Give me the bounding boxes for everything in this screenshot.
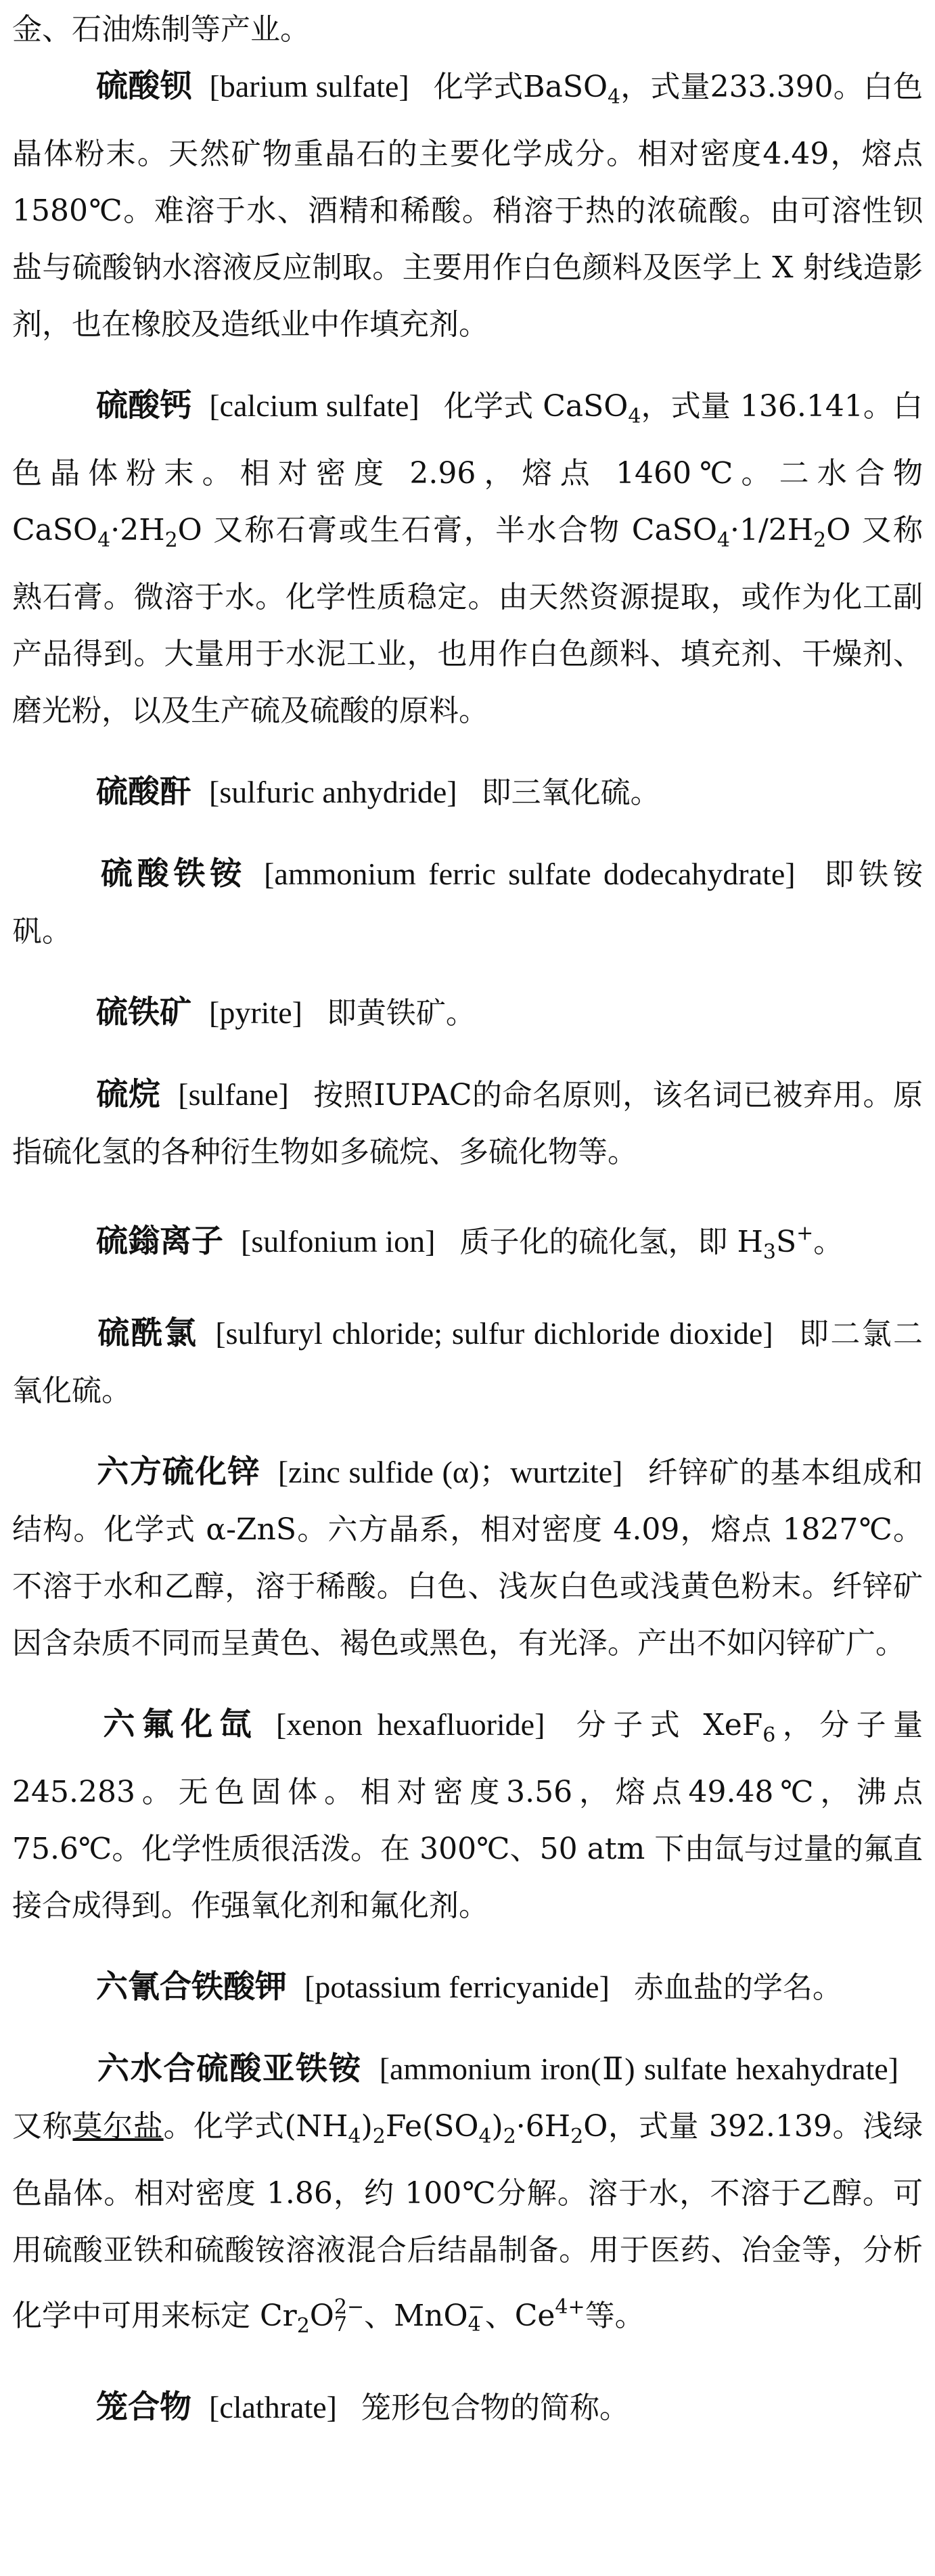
entry-definition	[12, 2109, 923, 2338]
definition-text: )	[491, 2109, 503, 2144]
definition-text: 即二氯二氧化硫。	[12, 1317, 923, 1408]
definition-text: 即黄铁矿。	[326, 996, 476, 1031]
entry-english-name: [zinc sulfide (α)；wurtzite]	[277, 1455, 623, 1489]
entry-english-name: [barium sulfate]	[209, 69, 409, 104]
subscript: 6	[762, 1723, 776, 1747]
definition-text: 质子化的硫化氢，即 H	[459, 1225, 763, 1259]
entry-term: 笼合物	[96, 2389, 191, 2426]
entry-english-name: [clathrate]	[209, 2390, 337, 2424]
entry-definition	[327, 996, 476, 1031]
entry-english-name: [sulfane]	[178, 1077, 289, 1112]
definition-text: )	[361, 2109, 373, 2144]
entry-english-name: [potassium ferricyanide]	[304, 1970, 610, 2004]
dictionary-entry	[12, 1959, 923, 2016]
charge-subscript: 4	[468, 2313, 481, 2336]
cross-reference: 莫尔盐	[72, 2109, 164, 2144]
entry-english-name: [xenon hexafluoride]	[276, 1707, 545, 1742]
definition-text: O	[309, 2299, 334, 2333]
definition-text: 赤血盐的学名。	[633, 1970, 842, 2005]
entry-english-name: [calcium sulfate]	[209, 388, 419, 423]
entry-english-name: [pyrite]	[209, 995, 302, 1030]
entry-definition	[12, 389, 923, 728]
subscript: 4	[716, 528, 730, 552]
subscript: 2	[813, 528, 827, 552]
definition-text: 等。	[585, 2299, 645, 2333]
subscript: 4	[97, 528, 111, 552]
continued-text: 金、石油炼制等产业。	[12, 12, 310, 47]
dictionary-entry	[12, 1305, 923, 1420]
subscript: 4	[608, 85, 621, 109]
definition-text: 化学式BaSO	[433, 70, 608, 104]
dictionary-entry	[12, 846, 923, 960]
entry-definition	[12, 70, 923, 342]
definition-text: 笼形包合物的简称。	[361, 2391, 629, 2425]
dictionary-entry	[12, 985, 923, 1042]
entry-term: 硫烷	[96, 1076, 161, 1113]
definition-text: 分子式 XeF	[569, 1708, 763, 1742]
definition-text: 。	[813, 1225, 844, 1259]
entry-term: 硫酸钡	[96, 68, 192, 105]
superscript: 4+	[555, 2295, 585, 2319]
dictionary-entry	[12, 378, 923, 740]
definition-text: ，式量 136.141。白色晶体粉末。相对密度 2.96，熔点 1460℃。二水合物 CaSO	[12, 389, 923, 547]
subscript: 4	[628, 405, 641, 428]
definition-text: ·6H	[516, 2109, 571, 2144]
entry-term: 六氰合铁酸钾	[96, 1968, 287, 2006]
entry-term: 硫酸铁铵	[96, 855, 247, 892]
entry-term: 硫鎓离子	[96, 1223, 223, 1260]
entry-term: 六氟化氙	[96, 1706, 258, 1743]
definition-text: S	[775, 1225, 797, 1259]
subscript: 4	[348, 2125, 361, 2148]
entry-term: 硫酸钙	[96, 387, 192, 424]
definition-text: 又称	[12, 2109, 73, 2144]
charge-superscript: −	[468, 2295, 485, 2319]
entry-term: 硫酸酐	[96, 773, 191, 811]
entry-english-name: [sulfonium ion]	[241, 1224, 436, 1259]
entry-english-name: [sulfuric anhydride]	[209, 775, 457, 809]
definition-text: O 又称熟石膏。微溶于水。化学性质稳定。由天然资源提取，或作为化工副产品得到。大量用于水泥工业，也用作白色颜料、填充剂、干燥剂、磨光粉，以及生产硫及硫酸的原料。	[12, 513, 923, 728]
dictionary-entry	[12, 2041, 923, 2355]
charge-superscript: 2−	[334, 2295, 365, 2319]
entry-english-name: [ammonium iron(Ⅱ) sulfate hexahydrate]	[379, 2052, 899, 2086]
ion-charge	[468, 2295, 485, 2336]
definition-text: Fe(SO	[385, 2109, 479, 2144]
dictionary-entry	[12, 1066, 923, 1181]
definition-text: ，式量233.390。白色晶体粉末。天然矿物重晶石的主要化学成分。相对密度4.49，熔点 1580℃。难溶于水、酒精和稀酸。稍溶于热的浓硫酸。由可溶性钡盐与硫酸钠水溶液反应制取。主要用作白色颜料及医学上 X 射线造影剂，也在橡胶及造纸业中作填充剂。	[12, 70, 923, 342]
entry-definition	[634, 1970, 842, 2005]
definition-text: 即三氧化硫。	[481, 775, 660, 810]
entry-definition	[459, 1221, 844, 1264]
entry-definition	[361, 2391, 629, 2425]
subscript: 2	[570, 2125, 584, 2148]
entry-english-name: [ammonium ferric sulfate dodecahydrate]	[264, 857, 796, 891]
dictionary-entry	[12, 2379, 923, 2437]
entry-term: 六方硫化锌	[96, 1453, 260, 1491]
entry-term: 六水合硫酸亚铁铵	[96, 2050, 362, 2087]
definition-text: ·1/2H	[729, 513, 814, 547]
dictionary-entry	[12, 764, 923, 821]
definition-text: 、Ce	[484, 2299, 555, 2333]
ion-charge	[334, 2295, 365, 2336]
definition-text: ·2H	[110, 513, 165, 547]
definition-text: ，分子量245.283。无色固体。相对密度3.56，熔点49.48℃，沸点 75.6℃。化学性质很活泼。在 300℃、50 atm 下由氙与过量的氟直接合成得到。作强氧化剂和氟化剂。	[12, 1708, 923, 1923]
definition-text: 。化学式(NH	[163, 2109, 348, 2144]
entry-english-name: [sulfuryl chloride; sulfur dichloride dioxide]	[215, 1316, 773, 1351]
dictionary-entry	[12, 1444, 923, 1672]
definition-text: O，式量 392.139。浅绿色晶体。相对密度 1.86，约 100℃分解。溶于水，不溶于乙醇。可用硫酸亚铁和硫酸铵溶液混合后结晶制备。用于医药、冶金等，分析化学中可用来标定 Cr	[12, 2109, 923, 2333]
dictionary-entry	[12, 1205, 923, 1281]
subscript: 2	[503, 2125, 516, 2148]
dictionary-entry	[12, 58, 923, 353]
entry-list	[12, 58, 923, 2437]
entry-term: 硫铁矿	[96, 994, 191, 1031]
subscript: 2	[372, 2125, 386, 2148]
subscript: 4	[478, 2125, 492, 2148]
subscript: 2	[296, 2314, 310, 2338]
dictionary-entry	[12, 1696, 923, 1935]
entry-definition	[482, 775, 660, 810]
definition-text: 、MnO	[364, 2299, 468, 2333]
subscript: 2	[164, 528, 178, 552]
definition-text: 按照IUPAC的命名原则，该名词已被弃用。原指硫化氢的各种衍生物如多硫烷、多硫化物等。	[12, 1078, 923, 1169]
subscript: 3	[762, 1240, 776, 1264]
definition-text: 即铁铵矾。	[12, 857, 923, 949]
charge-subscript: 7	[334, 2313, 347, 2336]
definition-text: 纤锌矿的基本组成和结构。化学式 α-ZnS。六方晶系，相对密度 4.09，熔点 1827℃。不溶于水和乙醇，溶于稀酸。白色、浅灰白色或浅黄色粉末。纤锌矿因含杂质不同而呈黄色、褐色或黑色，有光泽。产出不如闪锌矿广。	[12, 1455, 923, 1660]
entry-term: 硫酰氯	[96, 1315, 198, 1352]
superscript: +	[796, 1221, 814, 1245]
definition-text: 化学式 CaSO	[443, 389, 629, 424]
definition-text: O 又称石膏或生石膏，半水合物 CaSO	[177, 513, 717, 547]
